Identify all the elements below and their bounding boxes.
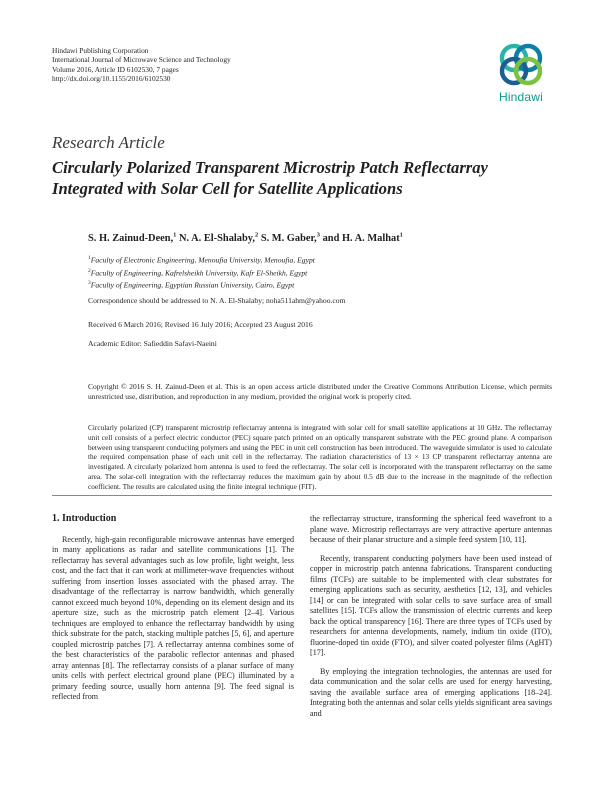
title-line: Circularly Polarized Transparent Microstrip Patch Reflectarray — [52, 158, 488, 177]
hindawi-logo-icon — [498, 42, 544, 86]
abstract: Circularly polarized (CP) transparent microstrip reflectarray antenna is integrated with solar cell for small satellite applications at 10 GHz. The reflectarray unit cell consists of a perfect electric conductor (PEC) square patch printed on an optically transparent substrate with the PEC ground plane. A comparison between using transparent conducting polymers and using the PEC in unit cell construction has been introduced. The waveguide simulator is used to calculate the required compensation phase of each unit cell in the reflectarray. The radiation characteristics of 13 × 13 CP transparent reflectarray antenna are investigated. A circularly polarized horn antenna is used to feed the reflectarray. The solar cell is incorporated with the transparent reflectarray on the same area. The solar-cell integration with the reflectarray reduces the maximum gain by about 0.5 dB due to the increase in the magnitude of the reflection coefficient. The results are calculated using the finite integral technique (FIT). — [88, 423, 552, 491]
author-list — [88, 232, 403, 244]
journal-header — [52, 46, 231, 84]
author: S. M. Gaber,$^3$ — [260, 232, 320, 245]
hindawi-logo-text: Hindawi — [498, 90, 544, 104]
affiliation: $^3$Faculty of Engineering, Egyptian Russian University, Cairo, Egypt — [88, 280, 295, 290]
title-line: Integrated with Solar Cell for Satellite Applications — [52, 179, 403, 198]
left-column — [52, 514, 294, 703]
author: and H. A. Malhat$^1$ — [322, 232, 403, 245]
publisher-line: Hindawi Publishing Corporation — [52, 46, 149, 55]
affiliations — [88, 253, 315, 291]
paragraph: Recently, transparent conducting polymers have been used instead of copper in microstrip patch antenna fabrications. Transparent conducting films (TCFs) are suitable to be implemented with clear substrates for emerging applications such as security, aesthetics [12, 13], and vehicles [14] or can be integrated with solar cells to save surface area of small satellites [15]. TCFs allow the transmission of electric currents and keep back the optical transparency [16]. There are three types of TCFs used by researchers for antenna developments, namely, indium tin oxide (ITO), fluorine-doped tin oxide (FTO), and silver coated polyester films (AgHT) [17]. — [310, 553, 552, 657]
author: N. A. El-Shalaby,$^2$ — [179, 232, 259, 245]
paper-title — [52, 157, 552, 199]
copyright-notice: Copyright © 2016 S. H. Zainud-Deen et al. This is an open access article distributed under the Creative Commons Attribution License, which permits unrestricted use, distribution, and reproduction in any medium, provided the original work is properly cited. — [88, 382, 552, 401]
author: S. H. Zainud-Deen,$^1$ — [88, 232, 177, 245]
correspondence: Correspondence should be addressed to N. A. El-Shalaby; noha511ahm@yahoo.com — [88, 296, 346, 305]
paragraph: the reflectarray structure, transforming the spherical feed wavefront to a plane wave. Microstrip reflectarrays are very attractive aperture antennas because of their planar structure and a simple feed system [10, 11]. — [310, 514, 552, 544]
paragraph: By employing the integration technologies, the antennas are used for data communication and the solar cells are used for energy harvesting, saving the available surface area of emerging applications [18–24]. Integrating both the antennas and solar cells yields significant area savings and — [310, 666, 552, 718]
right-column — [310, 514, 552, 719]
paragraph: Recently, high-gain reconfigurable microwave antennas have emerged in many applications as radar and satellite communications [1]. The reflectarray has several advantages such as low profile, light weight, less cost, and the fact that it can work at millimeter-wave frequencies without suffering from insertion losses associated with the phased array. The disadvantage of the reflectarray is narrow bandwidth, which generally cannot exceed much beyond 10%, depending on its element design and its aperture size, such as the microstrip patch element [2–4]. Various techniques are employed to enhance the reflectarray bandwidth by using thick substrate for the patch, stacking multiple patches [5, 6], and aperture coupled microstrip patches [7]. A reflectarray antenna combines some of the best characteristics of the parabolic reflector antennas and phased array antennas [8]. The reflectarray consists of a planar surface of many units cells with perfect electrical ground plane (PEC) illuminated by a primary feeding source, usually horn antenna [9]. The feed signal is reflected from — [52, 534, 294, 701]
section-heading: 1. Introduction — [52, 513, 117, 524]
volume-line: Volume 2016, Article ID 6102530, 7 pages — [52, 64, 179, 74]
affiliation: $^1$Faculty of Electronic Engineering, Menoufia University, Menoufia, Egypt — [88, 255, 315, 265]
doi-link[interactable]: http://dx.doi.org/10.1155/2016/6102530 — [52, 74, 171, 84]
affiliation: $^2$Faculty of Engineering, Kafrelsheikh University, Kafr El-Sheikh, Egypt — [88, 267, 308, 278]
article-type: Research Article — [52, 133, 165, 152]
section-divider — [52, 495, 552, 496]
academic-editor: Academic Editor: Safieddin Safavi-Naeini — [88, 339, 217, 348]
journal-name: International Journal of Microwave Science and Technology — [52, 55, 231, 65]
received-dates: Received 6 March 2016; Revised 16 July 2016; Accepted 23 August 2016 — [88, 320, 313, 329]
hindawi-logo — [496, 42, 546, 104]
